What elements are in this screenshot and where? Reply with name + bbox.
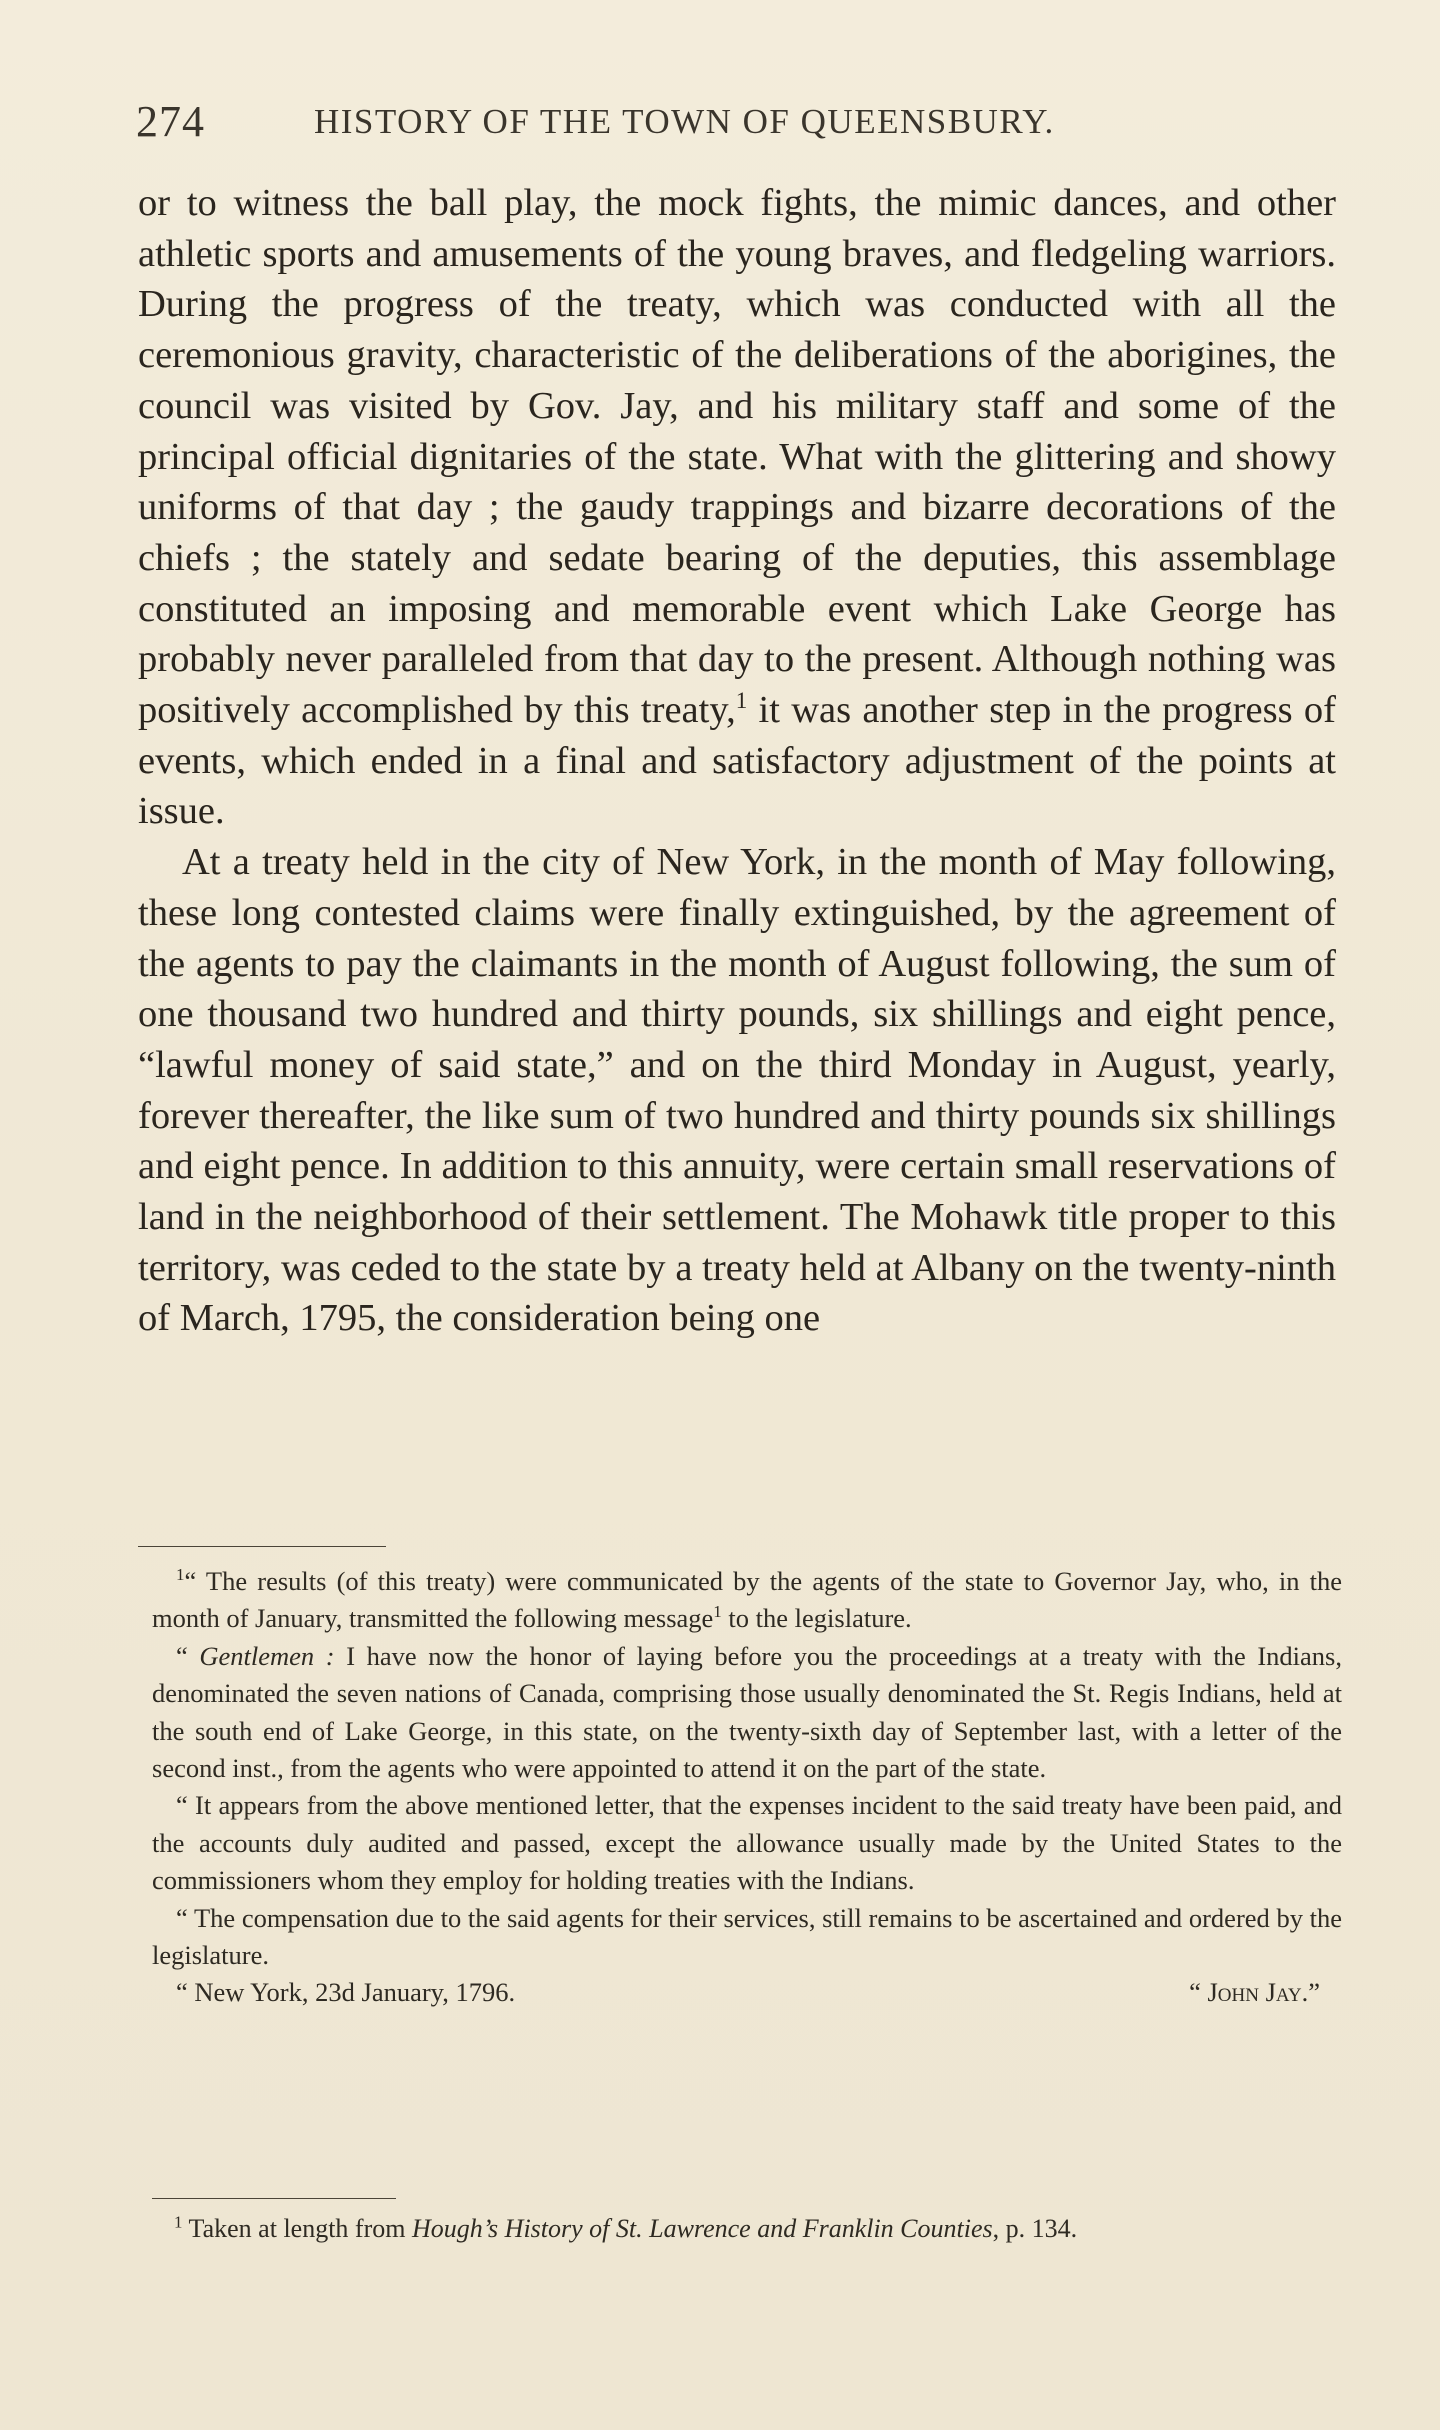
footnotes [152, 1563, 1342, 2012]
quote-opening: “ [176, 1640, 200, 1671]
page-number: 274 [136, 97, 205, 146]
quote-paragraph-1-text: I have now the honor of laying before you the proceedings at a treaty with the Indians, denominated the seven nations of Canada, comprising those usually denominated the St. Regis Indians, held at the south end of Lake George, in this state, on the twenty-sixth day of September last, with a letter of the second inst., from the agents who were appointed to attend it on the part of the state. [152, 1640, 1342, 1784]
paragraph-1-text-part-2: it was another step in the progress of events, which ended in a final and satisfactory adjustment of the points at issue. [138, 689, 1336, 833]
running-head: HISTORY OF THE TOWN OF QUEENSBURY. [314, 102, 1055, 141]
source-note-lead: Taken at length from [182, 2214, 412, 2243]
footnote-reference: 1 [735, 688, 748, 714]
footnote-1-text-part-1: “ The results (of this treaty) were communicated by the agents of the state to Governor Jay, who, in the month of January, transmitted the following message [152, 1566, 1342, 1634]
main-text [138, 178, 1336, 1344]
footnote-date-line [152, 1974, 1342, 2011]
footnote-1-mark: 1 [176, 1565, 185, 1585]
source-note-mark: 1 [174, 2212, 183, 2232]
paragraph-2: At a treaty held in the city of New York, in the month of May following, these long contested claims were finally extinguished, by the agreement of the agents to pay the claimants in the month of August following, the sum of one thousand two hundred and thirty pounds, six shillings and eight pence, “lawful money of said state,” and on the third Monday in August, yearly, forever thereafter, the like sum of two hundred and thirty pounds six shillings and eight pence. In addition to this annuity, were certain small reservations of land in the neighborhood of their settlement. The Mohawk title proper to this territory, was ceded to the state by a treaty held at Albany on the twenty-ninth of March, 1795, the consideration being one [138, 841, 1336, 1340]
footnote-quote-paragraph-2: “ It appears from the above mentioned letter, that the expenses incident to the said treaty have been paid, and the accounts duly audited and passed, except the allowance usually made by the United States to the commissioners whom they employ for holding treaties with the Indians. [152, 1790, 1342, 1896]
page-header [136, 96, 1340, 156]
letter-date: “ New York, 23d January, 1796. [176, 1977, 516, 2008]
source-note [174, 2211, 1314, 2247]
source-note-divider [152, 2198, 396, 2199]
quote-salutation: Gentlemen : [199, 1640, 335, 1671]
footnote-quote-paragraph-1 [152, 1638, 1342, 1788]
paragraph-1-text-part-1: or to witness the ball play, the mock fights, the mimic dances, and other athletic sports and amusements of the young braves, and fledgeling warriors. During the progress of the treaty, which was conducted with all the ceremonious gravity, characteristic of the deliberations of the aborigines, the council was visited by Gov. Jay, and his military staff and some of the principal official dignitaries of the state. What with the glittering and showy uniforms of that day ; the gaudy trappings and bizarre decorations of the chiefs ; the stately and sedate bearing of the deputies, this assemblage constituted an imposing and memorable event which Lake George has probably never paralleled from that day to the present. Although nothing was positively accomplished by this treaty, [138, 182, 1336, 732]
footnote-quote-paragraph-3: “ The compensation due to the said agents for their services, still remains to be ascertained and ordered by the legislature. [152, 1902, 1342, 1971]
footnote-1-text-part-2: to the legislature. [721, 1603, 912, 1634]
source-title: Hough’s History of St. Lawrence and Franklin Counties [411, 2214, 993, 2243]
footnote-1-intro [152, 1563, 1342, 1638]
footnote-1-inner-mark: 1 [713, 1602, 722, 1622]
paragraph-1 [138, 178, 1336, 837]
footnote-divider [138, 1546, 386, 1547]
letter-signature: “ John Jay.” [1189, 1977, 1320, 2008]
source-page-ref: , p. 134. [992, 2214, 1078, 2243]
